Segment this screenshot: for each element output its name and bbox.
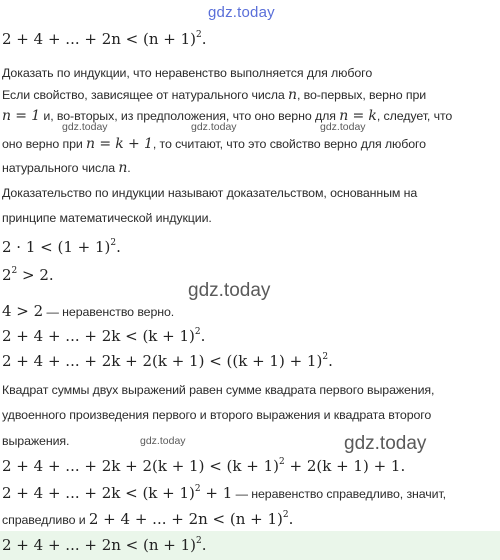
- math-hypothesis: 2 + 4 + ... + $2k < (k + 1)^2$.: [2, 327, 206, 345]
- text-line-7: принципе математической индукции.: [2, 211, 212, 225]
- problem-statement: 2 + 4 + ... + $2n < (n + 1)^2$.: [2, 30, 207, 48]
- text-line-5: натурального числа n.: [2, 160, 131, 176]
- math-true-line: 4 > 2 — неравенство верно.: [2, 302, 175, 320]
- watermark-small: gdz.today: [62, 121, 108, 133]
- text-line-1: Доказать по индукции, что неравенство выполняется для любого: [2, 66, 373, 80]
- watermark-large: gdz.today: [188, 280, 271, 301]
- math-expanded: 2 + 4 + ... + $2k + 2(k + 1) < (k + 1)^2 + 2(k + 1) + 1$.: [2, 457, 406, 475]
- math-therefore: справедливо и 2 + 4 + ... + $2n < (n + 1)^2$.: [2, 510, 294, 528]
- text-line-3: n = 1 и, во-вторых, из предположения, что оно верно для n = k, следует, что: [2, 108, 453, 124]
- text-line-8: Квадрат суммы двух выражений равен сумме квадрата первого выражения,: [2, 383, 435, 397]
- watermark-top: gdz.today: [208, 4, 275, 21]
- watermark-large: gdz.today: [344, 433, 427, 454]
- watermark-small: gdz.today: [320, 121, 366, 133]
- math-step: 2 + 4 + ... + $2k + 2(k + 1) < ((k + 1) + 1)^2$.: [2, 352, 333, 370]
- watermark-small: gdz.today: [191, 121, 237, 133]
- text-line-2: Если свойство, зависящее от натурального числа n, во-первых, верно при: [2, 87, 427, 103]
- math-answer: 2 + 4 + ... + $2n < (n + 1)^2$.: [2, 536, 207, 554]
- text-line-9: удвоенного произведения первого и второго выражения и квадрата второго: [2, 408, 432, 422]
- math-conclusion: 2 + 4 + ... + $2k < (k + 1)^2 + 1$ — неравенство справедливо, значит,: [2, 484, 447, 502]
- text-line-6: Доказательство по индукции называют доказательством, основанным на: [2, 186, 418, 200]
- text-line-10: выражения.: [2, 434, 70, 448]
- math-base-case: $2 \cdot 1 < (1 + 1)^2$.: [2, 238, 121, 256]
- watermark-small: gdz.today: [140, 435, 186, 447]
- math-power-compare: $2^2 > 2$.: [2, 266, 54, 284]
- text-line-4: оно верно при n = k + 1, то считают, что это свойство верно для любого: [2, 136, 426, 152]
